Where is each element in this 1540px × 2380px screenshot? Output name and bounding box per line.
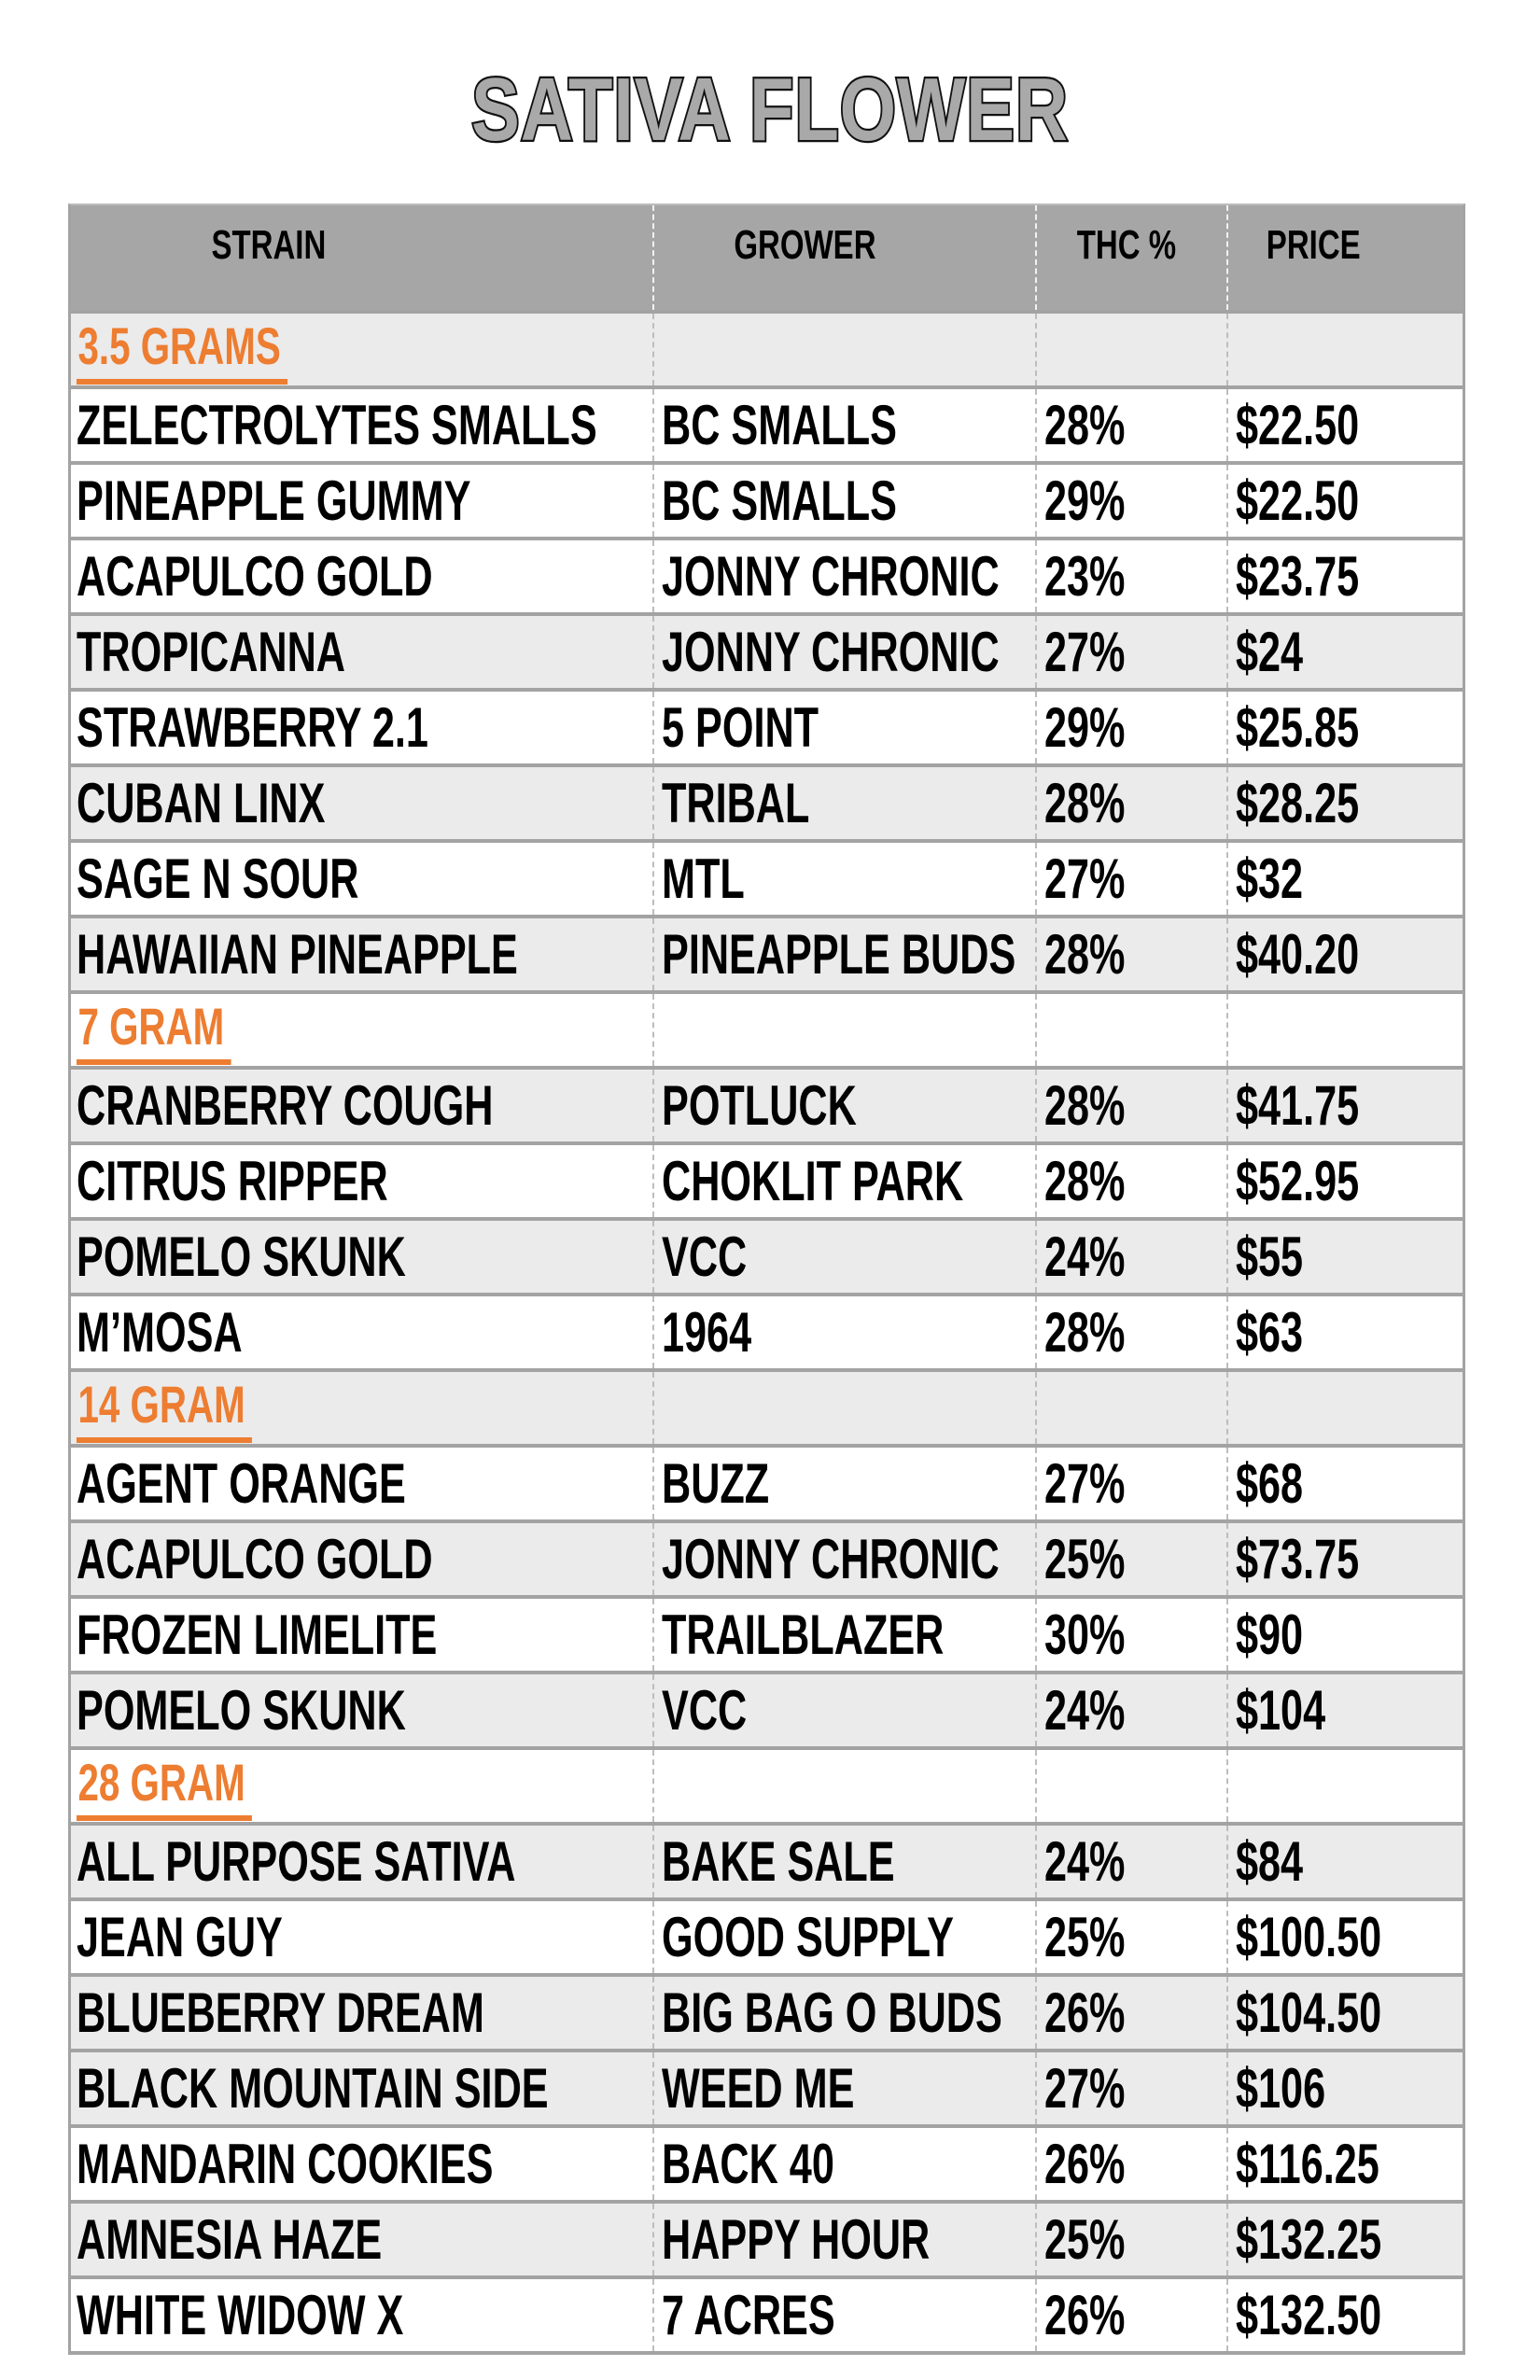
thc-cell: 30% — [1035, 1599, 1226, 1671]
grower-cell: BACK 40 — [652, 2128, 1035, 2200]
thc-cell: 29% — [1035, 465, 1226, 537]
table-row — [71, 1977, 1463, 2052]
column-header-thc — [1035, 205, 1226, 310]
strain-cell: BLACK MOUNTAIN SIDE — [77, 2057, 549, 2120]
strain-cell: HAWAIIAN PINEAPPLE — [77, 923, 518, 986]
strain-cell — [71, 314, 652, 385]
column-header-strain — [71, 205, 652, 310]
thc-cell: 28% — [1035, 767, 1226, 839]
grower-cell: GOOD SUPPLY — [652, 1901, 1035, 1973]
thc-cell: 27% — [1035, 1448, 1226, 1519]
grower-cell: 7 ACRES — [652, 2279, 1035, 2351]
table-row — [71, 1448, 1463, 1523]
column-header-price — [1226, 205, 1463, 310]
strain-cell: ZELECTROLYTES SMALLS — [77, 394, 597, 456]
table-row — [71, 1070, 1463, 1145]
grower-cell: 5 POINT — [652, 692, 1035, 763]
thc-cell: 23% — [1035, 540, 1226, 612]
strain-cell — [71, 1372, 652, 1444]
price-cell: $90 — [1226, 1599, 1463, 1671]
column-header-thc-label: THC % — [1076, 222, 1176, 268]
strain-cell: ALL PURPOSE SATIVA — [77, 1830, 516, 1893]
page-title — [0, 54, 1540, 166]
strain-cell: SAGE N SOUR — [77, 847, 359, 910]
grower-cell: BAKE SALE — [652, 1826, 1035, 1897]
grower-cell: MTL — [652, 843, 1035, 915]
thc-cell: 24% — [1035, 1221, 1226, 1293]
price-cell: $63 — [1226, 1296, 1463, 1368]
price-cell: $100.50 — [1226, 1901, 1463, 1973]
thc-cell: 27% — [1035, 2052, 1226, 2124]
price-cell: $40.20 — [1226, 918, 1463, 990]
table-row — [71, 389, 1463, 465]
grower-cell: BIG BAG O BUDS — [652, 1977, 1035, 2049]
price-cell: $84 — [1226, 1826, 1463, 1897]
thc-cell — [1035, 1372, 1226, 1444]
price-cell — [1226, 1372, 1463, 1444]
price-cell — [1226, 994, 1463, 1066]
table-row — [71, 1599, 1463, 1674]
thc-cell: 26% — [1035, 2279, 1226, 2351]
section-row — [71, 1372, 1463, 1448]
price-cell: $25.85 — [1226, 692, 1463, 763]
strain-cell: WHITE WIDOW X — [77, 2284, 404, 2346]
table-row — [71, 918, 1463, 994]
grower-cell: WEED ME — [652, 2052, 1035, 2124]
strain-cell: POMELO SKUNK — [77, 1225, 406, 1288]
price-cell: $104 — [1226, 1674, 1463, 1746]
section-row — [71, 314, 1463, 389]
strain-cell: PINEAPPLE GUMMY — [77, 469, 471, 532]
table-row — [71, 1901, 1463, 1977]
table-row — [71, 2204, 1463, 2279]
thc-cell: 29% — [1035, 692, 1226, 763]
table-row — [71, 1145, 1463, 1221]
table-row — [71, 465, 1463, 540]
thc-cell: 28% — [1035, 1070, 1226, 1141]
grower-cell: BUZZ — [652, 1448, 1035, 1519]
table-row — [71, 1674, 1463, 1750]
grower-cell: PINEAPPLE BUDS — [652, 918, 1035, 990]
thc-cell: 26% — [1035, 1977, 1226, 2049]
grower-cell — [652, 1750, 1035, 1822]
section-label: 7 GRAM — [77, 996, 231, 1065]
grower-cell: JONNY CHRONIC — [652, 1523, 1035, 1595]
table-row — [71, 1523, 1463, 1599]
price-cell — [1226, 314, 1463, 385]
section-label: 3.5 GRAMS — [77, 315, 287, 385]
grower-cell: TRIBAL — [652, 767, 1035, 839]
strain-cell: JEAN GUY — [77, 1906, 283, 1968]
strain-cell: ACAPULCO GOLD — [77, 545, 433, 608]
strain-cell: FROZEN LIMELITE — [77, 1603, 438, 1666]
strain-cell — [71, 1750, 652, 1822]
table-row — [71, 1826, 1463, 1901]
thc-cell: 27% — [1035, 616, 1226, 688]
strain-cell: CRANBERRY COUGH — [77, 1074, 494, 1137]
thc-cell: 25% — [1035, 2204, 1226, 2275]
price-cell: $68 — [1226, 1448, 1463, 1519]
price-cell: $41.75 — [1226, 1070, 1463, 1141]
price-cell: $104.50 — [1226, 1977, 1463, 2049]
price-cell — [1226, 1750, 1463, 1822]
thc-cell: 24% — [1035, 1674, 1226, 1746]
table-row — [71, 2052, 1463, 2128]
strain-cell: ACAPULCO GOLD — [77, 1528, 433, 1590]
price-cell: $52.95 — [1226, 1145, 1463, 1217]
grower-cell: VCC — [652, 1674, 1035, 1746]
grower-cell: TRAILBLAZER — [652, 1599, 1035, 1671]
section-label: 28 GRAM — [77, 1752, 252, 1821]
section-row — [71, 1750, 1463, 1826]
price-cell: $23.75 — [1226, 540, 1463, 612]
strain-cell: AGENT ORANGE — [77, 1452, 406, 1515]
strain-cell: POMELO SKUNK — [77, 1679, 406, 1742]
strain-cell — [71, 994, 652, 1066]
table-row — [71, 616, 1463, 692]
price-cell: $116.25 — [1226, 2128, 1463, 2200]
column-header-price-label: PRICE — [1267, 222, 1361, 268]
section-label: 14 GRAM — [77, 1374, 252, 1443]
thc-cell — [1035, 314, 1226, 385]
thc-cell — [1035, 994, 1226, 1066]
table-header-row — [71, 205, 1463, 314]
table-row — [71, 1221, 1463, 1296]
price-cell: $73.75 — [1226, 1523, 1463, 1595]
thc-cell: 27% — [1035, 843, 1226, 915]
section-row — [71, 994, 1463, 1070]
grower-cell — [652, 1372, 1035, 1444]
table-row — [71, 767, 1463, 843]
strain-cell: TROPICANNA — [77, 621, 345, 683]
column-header-grower-label: GROWER — [733, 222, 876, 268]
price-table — [68, 203, 1465, 2355]
grower-cell: HAPPY HOUR — [652, 2204, 1035, 2275]
grower-cell: CHOKLIT PARK — [652, 1145, 1035, 1217]
grower-cell: BC SMALLS — [652, 465, 1035, 537]
grower-cell: BC SMALLS — [652, 389, 1035, 461]
thc-cell: 28% — [1035, 918, 1226, 990]
grower-cell: 1964 — [652, 1296, 1035, 1368]
table-row — [71, 843, 1463, 918]
strain-cell: BLUEBERRY DREAM — [77, 1981, 484, 2044]
table-row — [71, 2128, 1463, 2204]
strain-cell: M’MOSA — [77, 1301, 243, 1364]
price-cell: $55 — [1226, 1221, 1463, 1293]
price-cell: $106 — [1226, 2052, 1463, 2124]
thc-cell: 25% — [1035, 1523, 1226, 1595]
table-row — [71, 540, 1463, 616]
thc-cell: 26% — [1035, 2128, 1226, 2200]
table-body — [71, 314, 1463, 2355]
strain-cell: STRAWBERRY 2.1 — [77, 696, 428, 759]
grower-cell: POTLUCK — [652, 1070, 1035, 1141]
strain-cell: CUBAN LINX — [77, 772, 326, 834]
price-cell: $24 — [1226, 616, 1463, 688]
strain-cell: AMNESIA HAZE — [77, 2208, 383, 2271]
grower-cell: JONNY CHRONIC — [652, 616, 1035, 688]
column-header-strain-label: STRAIN — [211, 222, 326, 268]
grower-cell: JONNY CHRONIC — [652, 540, 1035, 612]
price-cell: $22.50 — [1226, 465, 1463, 537]
strain-cell: MANDARIN COOKIES — [77, 2133, 494, 2195]
column-header-grower — [652, 205, 1035, 310]
strain-cell: CITRUS RIPPER — [77, 1150, 388, 1212]
price-cell: $32 — [1226, 843, 1463, 915]
grower-cell — [652, 314, 1035, 385]
table-row — [71, 692, 1463, 767]
thc-cell: 24% — [1035, 1826, 1226, 1897]
price-cell: $28.25 — [1226, 767, 1463, 839]
grower-cell: VCC — [652, 1221, 1035, 1293]
price-cell: $132.50 — [1226, 2279, 1463, 2351]
price-cell: $22.50 — [1226, 389, 1463, 461]
table-row — [71, 2279, 1463, 2355]
thc-cell: 28% — [1035, 1145, 1226, 1217]
thc-cell: 25% — [1035, 1901, 1226, 1973]
grower-cell — [652, 994, 1035, 1066]
thc-cell — [1035, 1750, 1226, 1822]
thc-cell: 28% — [1035, 389, 1226, 461]
table-row — [71, 1296, 1463, 1372]
page-title-text: SATIVA FLOWER — [471, 60, 1069, 160]
thc-cell: 28% — [1035, 1296, 1226, 1368]
price-cell: $132.25 — [1226, 2204, 1463, 2275]
